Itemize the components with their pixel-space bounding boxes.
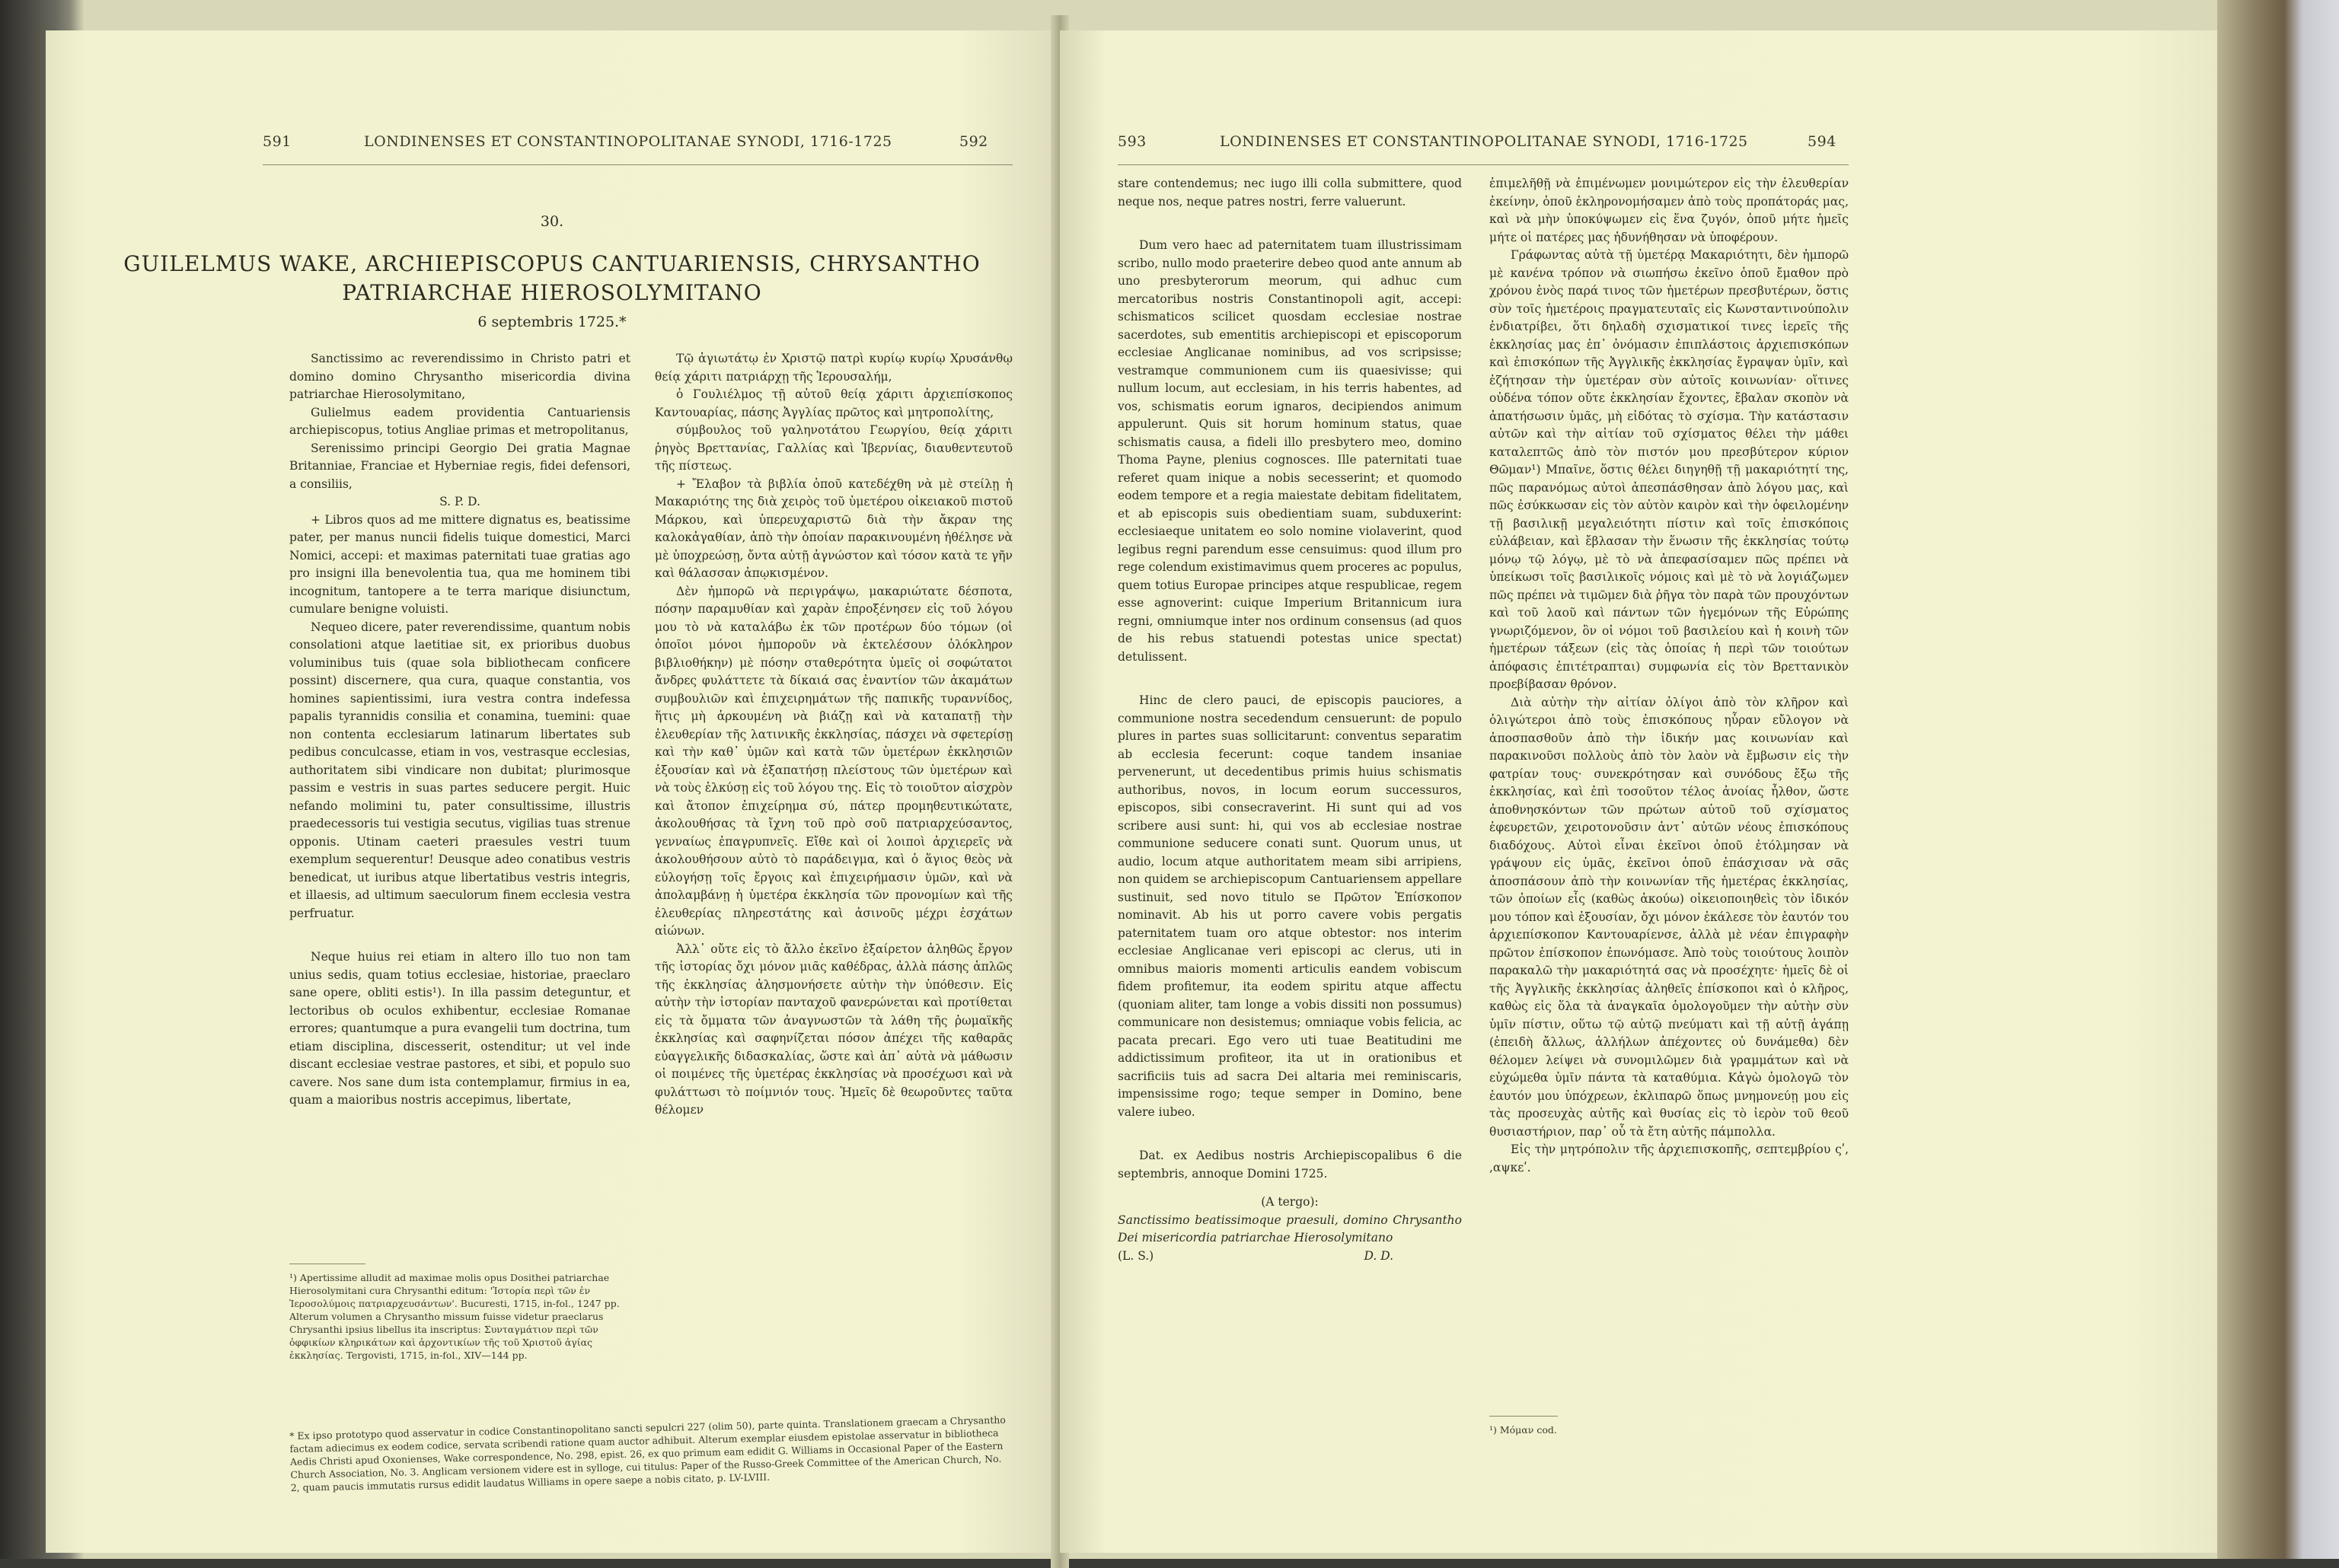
left-footnote-1: ¹) Apertissime alludit ad maximae molis opus Dosithei patriarchae Hierosolymitani cura Chrysanthi editum: 'Ἱστορία περὶ τῶν ἐν Ἱεροσολύμοις πατριαρχευσάντων'. Bucuresti, 1715, in-fol., 1247 pp. Alterum volumen a Chrysantho missum fuisse videtur praeclarus Chrysanthi ipsius libellus ita inscriptus: Συνταγμάτιον περὶ τῶν ὀφφικίων κληρικάτων καὶ ἀρχοντικίων τῆς τοῦ Χριστοῦ ἁγίας ἐκκλησίας. Tergovisti, 1715, in-fol., XIV—144 pp. bbox=[289, 1272, 620, 1361]
footnote-rule bbox=[1489, 1416, 1558, 1417]
latin-sender: Gulielmus eadem providentia Cantuariensis archiepiscopus, totius Angliae primas et metropolitanus, bbox=[289, 405, 630, 437]
right-page-number-594: 594 bbox=[1808, 133, 1836, 150]
latin-paragraph: Dum vero haec ad paternitatem tuam illustrissimam scribo, nullo modo praeterire debeo quod ante annum ab uno presbyterorum meorum, qui adhuc cum mercatoribus nostris Constantinopoli agit, accepi: schismaticos scilicet quosdam ecclesiae nostrae sacerdotes, sub ementitis archiepiscopi et episcoporum ecclesiae Anglicanae nominibus, ad vos scripsisse; vestramque communionem cum iis quaesivisse; qui nullum locum, aut ecclesiam, in his terris habentes, ad vos, schismatis eorum ignaros, decipiendos animum appulerunt. Quis sit horum hominum status, quae schismatis causa, a fideli illo presbytero meo, domino Thoma Payne, plenius cognosces. Ille paternitati tuae referet quam inique a nobis secesserint; et quomodo eodem tempore et a regia maiestate debitam fidelitatem, et ab episcopis suis obedientiam suam, subduxerint: ecclesiaeque unitatem eo solo nomine violaverint, quod legibus regni parendum esse censuimus: quod illum pro rege colendum existimavimus quem proceres ac populus, quem totius Europae principes atque respublicae, regem esse agnoverint: cuique Imperium Britannicum iura regni, omniumque inter nos ordinum consensus (ad quos de his rebus statuendi potestas unice spectat) detulissent. bbox=[1118, 238, 1462, 664]
greek-closing: Εἰς τὴν μητρόπολιν τῆς ἀρχιεπισκοπῆς, σεπτεμβρίου ςʹ, ,αψκεʹ. bbox=[1489, 1143, 1849, 1174]
letter-date: 6 septembris 1725.* bbox=[477, 314, 627, 330]
latin-paragraph: Hinc de clero pauci, de episcopis pauciores, a communione nostra secedendum censuerunt: de populo plures in partes suas sollicitarunt: conventus separatim ab ecclesia fecerunt: coque tandem insaniae pervenerunt, ut decedentibus primis huius schismatis authoribus, novos, in locum eorum successuros, episcopos, sibi consecraverint. Hi sunt qui ad vos scribere ausi sunt: hi, qui vos ab ecclesiae nostrae communione seducere conati sunt. Quorum unus, ut audio, locum atque authoritatem meam sibi arripiens, non quidem se archiepiscopum Cantuariensem appellare sustinuit, sed novo titulo se Πρῶτον Ἐπίσκοπον nominavit. Ab his ut porro cavere vobis pergatis paternitatem tuam oro atque obtestor: nos interim ecclesiae Anglicanae veri episcopi ac clerus, uti in omnibus maioris momenti articulis eandem vobiscum fidem profitemur, ita eodem spiritu atque affectu (quoniam aliter, tam longe a vobis dissiti non possumus) communicare non desistemus; omniaque vobis felicia, ac pacata precari. Ego vero uti tuae Beatitudini me addictissimum profiteor, ita ut in orationibus et sacrificiis tuis ad sacra Dei altaria mei reminiscaris, impensissime rogo; teque semper in Domino, bene valere iubeo. bbox=[1118, 693, 1462, 1119]
greek-sender: ὁ Γουλιέλμος τῇ αὐτοῦ θείᾳ χάριτι ἀρχιεπίσκοπος Καντουαρίας, πάσης Ἀγγλίας πρῶτος καὶ μητροπολίτης, bbox=[655, 387, 1013, 419]
right-greek-column bbox=[1489, 175, 1849, 1177]
latin-salutation: Sanctissimo ac reverendissimo in Christo patri et domino domino Chrysantho misericordia divina patriarchae Hierosolymitano, bbox=[289, 352, 630, 401]
left-running-title: LONDINENSES ET CONSTANTINOPOLITANAE SYNODI, 1716-1725 bbox=[364, 133, 892, 150]
dd: D. D. bbox=[1364, 1248, 1393, 1263]
greek-paragraph: + Ἔλαβον τὰ βιβλία ὁποῦ κατεδέχθη νὰ μὲ στείλῃ ἡ Μακαριότης της διὰ χειρὸς τοῦ ὑμετέρου οἰκειακοῦ πιστοῦ Μάρκου, καὶ ὑπερευχαριστῶ διὰ τὴν ἄκραν της καλοκἀγαθίαν, ἀπὸ τὴν ὁποίαν παρακινουμένη ἠθέλησε νὰ μὲ ὑποχρεώσῃ, ὄντα αὐτῇ ἀγνώστον καὶ τόσον κατὰ τε γῆν καὶ θάλασσαν ἀπῳκισμένον. bbox=[655, 476, 1013, 580]
right-footnote: ¹) Μόμαν cod. bbox=[1489, 1424, 1557, 1436]
greek-paragraph: Ἀλλ᾽ οὔτε εἰς τὸ ἄλλο ἐκεῖνο ἐξαίρετον ἀληθῶς ἔργον τῆς ἱστορίας ὄχι μόνον μιᾶς καθέδρας, ἀλλὰ πάσης ἁπλῶς τῆς ἐκκλησίας ἀλησμονήσετε αὐτὴν τὴν ὑπόθεσιν. Εἰς αὐτὴν τὴν ἱστορίαν πανταχοῦ φανερώνεται καὶ προτίθεται εἰς τὰ ὄμματα τῶν ἀναγνωστῶν τὰ λάθη τῆς ῥωμαϊκῆς ἐκκλησίας καὶ σαφηνίζεται πόσον ἀπέχει τῆς καθαρᾶς εὐαγγελικῆς διδασκαλίας, ὥστε καὶ ἀπ᾽ αὐτὰ νὰ μάθωσιν οἱ ποιμένες τῆς ὑμετέρας ἐκκλησίας νὰ προσέχωσι καὶ νὰ φυλάττωσι τὸ ποίμνιόν τους. Ἡμεῖς δὲ θεωροῦντες ταῦτα θέλομεν bbox=[655, 942, 1013, 1117]
left-greek-column bbox=[655, 350, 1013, 1120]
book-edge bbox=[2217, 0, 2339, 1559]
greek-paragraph: ἐπιμελῆθῇ νὰ ἐπιμένωμεν μονιμώτερον εἰς τὴν ἐλευθερίαν ἐκείνην, ὁποῦ ἐκληρονομήσαμεν ἀπὸ τοὺς προπάτοράς μας, καὶ νὰ μὴν ὑποκύψωμεν εἰς ἕνα ζυγόν, ὁποῦ μήτε ἡμεῖς μήτε οἱ πατέρες μας ἠδυνήθησαν νὰ ὑποφέρουν. bbox=[1489, 177, 1849, 244]
right-page-number-593: 593 bbox=[1118, 133, 1147, 150]
letter-title-line1: GUILELMUS WAKE, ARCHIEPISCOPUS CANTUARIENSIS, CHRYSANTHO bbox=[123, 251, 981, 276]
latin-date: Dat. ex Aedibus nostris Archiepiscopalibus 6 die septembris, annoque Domini 1725. bbox=[1118, 1149, 1462, 1181]
letter-title-line2: PATRIARCHAE HIEROSOLYMITANO bbox=[342, 280, 762, 305]
seal-line bbox=[1118, 1248, 1462, 1266]
left-page-number-592: 592 bbox=[959, 133, 988, 150]
a-tergo: (A tergo): bbox=[1261, 1195, 1319, 1209]
letter-title bbox=[91, 250, 1013, 308]
latin-paragraph: Nequeo dicere, pater reverendissime, quantum nobis consolationi atque laetitiae sit, ex prioribus duobus voluminibus tuis (quae sola bibliothecam conficere possint) discernere, qua cura, quaque constantia, vos homines sapientissimi, iura vestra contra indefessa papalis tyrannidis consilia et conamina, tuemini: quae non contenta ecclesiarum latinarum libertates sub pedibus conculcasse, etiam in vos, vestrasque ecclesias, authoritatem sibi vindicare non dubitat; plurimosque passim e vestris in suas partes seducere pergit. Huic nefando molimini tu, pater consultissime, illustris praedecessoris tui vestigia secutus, vigilias tuas strenue opponis. Utinam caeteri praesules vestri tuum exemplum sequerentur! Deusque adeo conatibus vestris benedicat, ut iuribus atque libertatibus vestris integris, et illaesis, ad ultimum saeculorum finem ecclesia vestra perfruatur. bbox=[289, 620, 630, 920]
latin-paragraph: + Libros quos ad me mittere dignatus es, beatissime pater, per manus nuncii fidelis tuique domestici, Marci Nomici, accepi: et maximas paternitati tuae gratias ago pro insigni illa benevolentia tua, qua me hominem tibi incognitum, tantopere a te terra marique disiunctum, cumulare benigne voluisti. bbox=[289, 512, 630, 616]
right-page bbox=[1060, 30, 2217, 1553]
address: Sanctissimo beatissimoque praesuli, domino Chrysantho Dei misericordia patriarchae Hierosolymitano bbox=[1118, 1213, 1462, 1245]
greek-paragraph: Διὰ αὐτὴν τὴν αἰτίαν ὀλίγοι ἀπὸ τὸν κλῆρον καὶ ὀλιγώτεροι ἀπὸ τοὺς ἐπισκόπους ηὗραν εὔλογον νὰ ἀποσπασθοῦν ἀπὸ τὴν ἰδικήν μας κοινωνίαν καὶ παρακινοῦσι πολλοὺς ἀπὸ τὸν λαὸν νὰ ἔμβωσιν εἰς τὴν φατρίαν τους· συνεκρότησαν καὶ συνόδους ἔξω τῆς ἐκκλησίας, καὶ ἐπὶ τοσοῦτον τέλος ἀνοίας ἦλθον, ὥστε ἀποθνησκόντων τῶν πρώτων αὐτοῦ τοῦ σχίσματος ἐφευρετῶν, χειροτονοῦσιν ἀντ᾽ αὐτῶν νέους ἐπισκόπους διαδόχους. Αὐτοὶ εἶναι ἐκεῖνοι ὁποῦ ἐτόλμησαν νὰ γράψουν εἰς ὑμᾶς, ἐκεῖνοι ὁποῦ ἐπάσχισαν νὰ σᾶς ἀποσπάσουν ἀπὸ τὴν κοινωνίαν τῆς ἡμετέρας ἐκκλησίας, τῶν ὁποίων εἷς (καθὼς ἀκούω) οἰκειοποιηθεὶς τὸν ἰδικόν μου τόπον καὶ ἐξουσίαν, ὄχι μόνον ἐκάλεσε τὸν ἑαυτόν του ἀρχιεπίσκοπον Καντουαρίενσε, ἀλλὰ μὲ νέαν ἐπιγραφὴν πρῶτον ἐπίσκοπον ἐπωνόμασε. Ἀπὸ τοὺς τοιούτους λοιπὸν παρακαλῶ τὴν μακαριότητά σας νὰ προσέχητε· ἡμεῖς δὲ οἱ τῆς Ἀγγλικῆς ἐκκλησίας ἀληθεῖς ἐπίσκοποι καὶ ὁ κλῆρος, καθὼς εἰς ὅλα τὰ ἀναγκαῖα ὁμολογοῦμεν τὴν αὐτὴν σὺν ὑμῖν πίστιν, οὕτω τῷ αὐτῷ πνεύματι καὶ τῇ αὐτῇ ἀγάπῃ (ἐπειδὴ ἄλλως, ἀλλήλων ἀπέχοντες οὐ δυνάμεθα) δὲν θέλομεν λείψει νὰ συνομιλῶμεν διὰ γραμμάτων καὶ νὰ εὐχώμεθα ὑμῖν πάντα τὰ καταθύμια. Κἀγὼ ὁμολογῶ τὸν ἑαυτόν μου ὑπόχρεων, ἐκλιπαρῶ ὅπως μνημονεύῃ μου εἰς τὰς προσευχὰς αὐτῆς καὶ θυσίας εἰς τὸ ἱερὸν τοῦ θεοῦ θυσιαστήριον, παρ᾽ οὗ τὰ ἔτη αὐτῆς πάμπολλα. bbox=[1489, 695, 1849, 1139]
right-running-title: LONDINENSES ET CONSTANTINOPOLITANAE SYNODI, 1716-1725 bbox=[1220, 133, 1748, 150]
greek-paragraph: Γράφωντας αὐτὰ τῇ ὑμετέρᾳ Μακαριότητι, δὲν ἠμπορῶ μὲ κανένα τρόπον νὰ σιωπήσω ἐκεῖνο ὁποῦ ἔμαθον πρὸ χρόνου ἑνὸς παρά τινος τῶν ἡμετέρων πρεσβυτέρων, ὅστις σὺν τοῖς ἡμετέροις πραγματευταῖς εἰς Κωνσταντινούπολιν ἐνδιατρίβει, ὅτι δηλαδὴ σχισματικοί τινες ἱερεῖς τῆς ἐκκλησίας μας ἐπ᾽ ὀνόμασιν ἐπιπλάστοις ἀρχιεπισκόπων καὶ ἐπισκόπων τῆς Ἀγγλικῆς ἐκκλησίας ἔγραψαν ὑμῖν, καὶ ἐζήτησαν τὴν ὑμετέραν σὺν αὐτοῖς κοινωνίαν· οἵτινες οὐδένα τόπον οὔτε ἐκκλησίαν ἔχοντες, ἔβαλαν σκοπὸν νὰ ἀπατήσωσιν ὑμᾶς, μὴ εἰδότας τὸ σχίσμα. Τὴν κατάστασιν αὐτῶν καὶ τὴν αἰτίαν τοῦ σχίσματος θέλει τὴν μάθει καταλεπτῶς ἀπὸ τὸν πιστόν μου πρεσβύτερον κύριον Θῶμαν¹) Μπαῖνε, ὅστις θέλει διηγηθῇ τῇ μακαριότητί της, πῶς παρανόμως αὐτοὶ ἀπεσπάσθησαν ἀπὸ λόγου μας, καὶ πῶς ἐσύκκωσαν εἰς τὸν αὐτὸν καιρὸν καὶ τὴν ὀφειλομένην τῇ βασιλικῇ μεγαλειότητι πίστιν καὶ τοῖς ἐπισκόποις εὐλάβειαν, καὶ ἔβλασαν τὴν ἕνωσιν τῆς ἐκκλησίας τούτῳ μόνῳ τῷ λόγῳ, μὲ τὸ νὰ ἀπεφασίσαμεν πῶς πρέπει νὰ ὑπείκωσι τοῖς βασιλικοῖς νόμοις καὶ μὲ τὸ νὰ λογιάζωμεν πῶς πρέπει νὰ τιμῶμεν διὰ ῥῆγα τὸν παρὰ τῶν πρoυχόντων καὶ τοῦ λαοῦ καὶ πάντων τῶν ἡγεμόνων τῆς Εὐρώπης γνωριζόμενον, ὃν οἱ νόμοι τοῦ βασιλείου καὶ ἡ κοινὴ τῶν ἡμετέρων τάξεων (εἰς τὰς ὁποίας ἡ περὶ τῶν τοιούτων ἀπόφασις ἐπιτέτραπται) συμφωνία εἰς τὸν Βρεττανικὸν προεβίβασαν θρόνον. bbox=[1489, 248, 1849, 691]
left-latin-column bbox=[289, 350, 630, 1110]
left-page-number-591: 591 bbox=[263, 133, 292, 150]
header-rule bbox=[1118, 164, 1849, 165]
greek-counsellor: σύμβουλος τοῦ γαληνοτάτου Γεωργίου, θείᾳ χάριτι ῥηγὸς Βρεττανίας, Γαλλίας καὶ Ἰβερνίας, διαυθεντευτοῦ τῆς πίστεως. bbox=[655, 423, 1013, 473]
left-page bbox=[46, 30, 1058, 1553]
latin-spd: S. P. D. bbox=[439, 495, 480, 508]
right-latin-column bbox=[1118, 175, 1462, 1265]
greek-paragraph: Δὲν ἠμπορῶ νὰ περιγράψω, μακαριώτατε δέσποτα, πόσην παραμυθίαν καὶ χαρὰν ἐπροξένησεν εἰς τοῦ λόγου μου τὸ νὰ καταλάβω ἐκ τῶν προτέρων δύο τόμων (οἱ ὁποῖοι μόνοι ἠμποροῦν νὰ ἐκτελέσουν ὁλόκληρον βιβλιοθήκην) μὲ πόσην σταθερότητα ὑμεῖς οἱ σοφώτατοι ἄνδρες φυλάττετε τὰ δίκαιά σας ἐναντίον τῶν ἀκαμάτων συμβουλιῶν καὶ ἐπιχειρημάτων τῆς παπικῆς τυραννίδος, ἥτις μὴ ἀρκουμένη νὰ βιάζῃ καὶ νὰ καταπατῇ τὴν ἐλευθερίαν τῆς λατινικῆς ἐκκλησίας, πάσχει νὰ σφετερίσῃ καὶ τὴν καθ᾽ ὑμῶν καὶ κατὰ τῶν ὑμετέρων ἐκκλησιῶν ἐξουσίαν καὶ νὰ ἐξαπατήσῃ πλείστους τῶν ὑμετέρων καὶ νὰ τοὺς ἑλκύσῃ εἰς τοῦ λόγου της. Εἰς τὸ τοιοῦτον αἰσχρὸν καὶ ἄτοπον ἐπιχείρημα σύ, πάτερ προμηθευτικώτατε, ἀκολουθήσας τὰ ἴχνη τοῦ πρὸ σοῦ πατριαρχεύσαντος, γενναίως ἐπαγρυπνεῖς. Εἴθε καὶ οἱ λοιποὶ ἀρχιερεῖς νὰ ἀκολουθήσουν αὐτὸ τὸ παράδειγμα, καὶ ὁ ἅγιος θεὸς νὰ εὐλογήσῃ τοῖς ἔργοις καὶ ἐπιχειρήμασιν ὑμῶν, καὶ νὰ ἀπολαμβάνῃ ἡ ὑμετέρα ἐκκλησία τῶν προνομίων καὶ τῆς ἐλευθερίας πληρεστάτης καὶ ἀσινοῦς μέχρι ἐσχάτων αἰώνων. bbox=[655, 584, 1013, 938]
latin-counsellor: Serenissimo principi Georgio Dei gratia Magnae Britanniae, Franciae et Hyberniae regis, fidei defensori, a consiliis, bbox=[289, 441, 630, 491]
left-footnote-2: * Ex ipso prototypo quod asservatur in codice Constantinopolitano sancti sepulcri 227 (olim 50), parte quinta. Translationem graecam a Chrysantho factam adiecimus ex eodem codice, servata scribendi ratione quam auctor adhibuit. Alterum exemplar eiusdem epistolae asservatur in bibliotheca Aedis Christi apud Oxonienses, Wake correspondence, No. 298, epist. 26, ex quo primum eam edidit G. Williams in Occasional Paper of the Eastern Church Association, No. 3. Anglicam versionem videre est in sylloge, cui titulus: Paper of the Russo-Greek Committee of the American Church, No. 2, quam paucis immutatis rursus edidit laudatus Williams in opere saepe a nobis citato, p. LV-LVIII. bbox=[289, 1413, 1006, 1493]
latin-paragraph: stare contendemus; nec iugo illi colla submittere, quod neque nos, neque patres nostri, ferre valuerunt. bbox=[1118, 177, 1462, 209]
letter-number: 30. bbox=[540, 213, 564, 230]
latin-paragraph: Neque huius rei etiam in altero illo tuo non tam unius sedis, quam totius ecclesiae, historiae, praeclaro sane opere, obliti estis¹). In illa passim deteguntur, et lectoribus ob oculos exhibentur, ecclesiae Romanae errores; quantumque a pura evangelii tum doctrina, tum etiam disciplina, discesserit, ostenditur; ut vel inde discant ecclesiae vestrae pastores, et sibi, et populo suo cavere. Nos sane dum ista contemplamur, firmius in ea, quam a maioribus nostris accepimus, libertate, bbox=[289, 950, 630, 1107]
ls: (L. S.) bbox=[1118, 1248, 1154, 1263]
header-rule bbox=[263, 164, 1013, 165]
greek-salutation: Τῷ ἁγιωτάτῳ ἐν Χριστῷ πατρὶ κυρίῳ κυρίῳ Χρυσάνθῳ θείᾳ χάριτι πατριάρχῃ τῆς Ἱερουσαλήμ, bbox=[655, 352, 1013, 384]
